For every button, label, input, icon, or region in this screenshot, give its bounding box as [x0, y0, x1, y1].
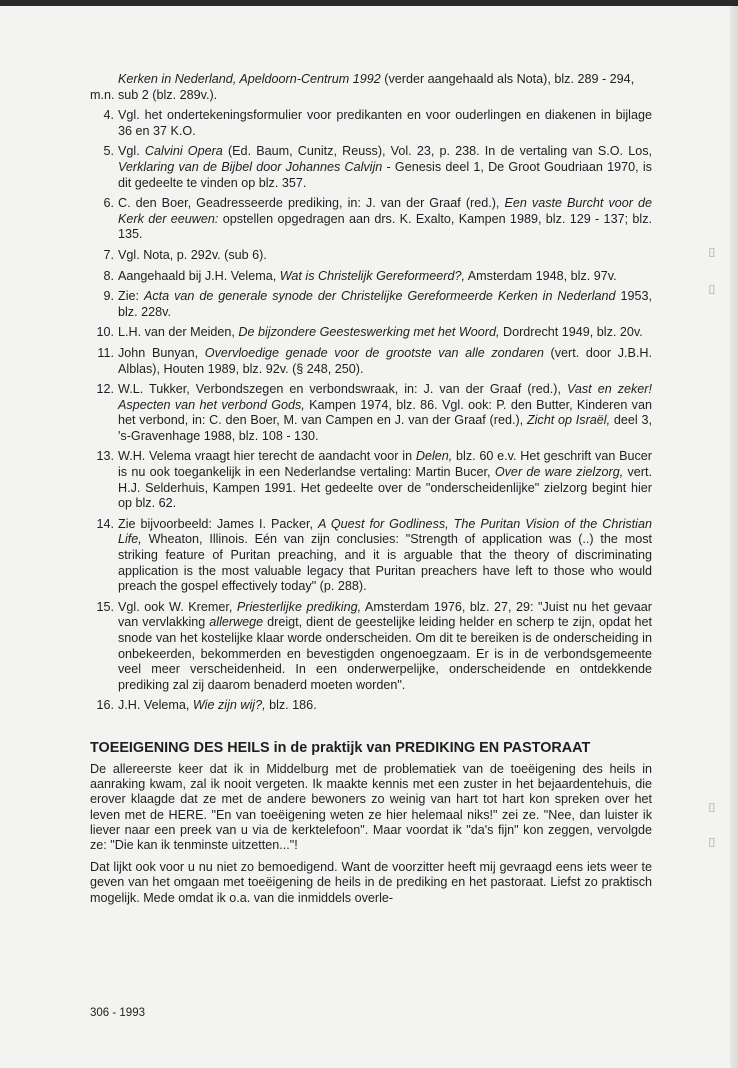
- footnote-number: 13.: [96, 449, 114, 464]
- footnote-text: [118, 269, 652, 285]
- footnote-segment: blz. 60 e.v. Het geschrift van Bucer is nu ook toegankelijk in een Nederlandse vertaling: Martin Bucer,: [118, 449, 652, 480]
- footnote-segment: 1953, blz. 228v.: [118, 289, 653, 319]
- italic-title: allerwege: [209, 615, 264, 630]
- footnote-text: [90, 72, 634, 102]
- footnote-number: 11.: [97, 345, 114, 360]
- italic-title: Wat is Christelijk Gereformeerd?,: [279, 268, 465, 283]
- italic-title: Kerken in Nederland, Apeldoorn-Centrum 1992: [118, 72, 381, 86]
- footnote-segment: (Ed. Baum, Cunitz, Reuss), Vol. 23, p. 238. In de vertaling van S.O. Los,: [222, 144, 652, 159]
- footnote-segment: W.H. Velema vraagt hier terecht de aandacht voor in: [118, 449, 416, 464]
- footnote-segment: vert. H.J. Selderhuis, Kampen 1991. Het gedeelte over de "onderscheidenlijke" zielzorg begint hier op blz. 62.: [118, 465, 652, 511]
- page-footer: 306 - 1993: [90, 1007, 145, 1019]
- footnote-text: [118, 289, 652, 320]
- footnote-segment: dreigt, dient de geestelijke leiding helder en scherp te zijn, opdat het snode van het kostelijke klaar worde onderscheiden. Om dit te bereiken is de onderscheiding in onbekeerden, bekommerden en bevestigden ongenoegzaam. Er is in de verbondsgemeente veel meer verscheidenheid. In een onderwerpelijke, onderscheidende en ontdekkende prediking zal zij daarom benaderd moeten worden".: [118, 615, 652, 692]
- footnote-text: [118, 325, 652, 341]
- italic-title: Overvloedige genade voor de grootste van alle zondaren: [204, 345, 544, 360]
- footnote: [90, 382, 652, 444]
- footnote: [90, 248, 652, 264]
- section-heading: TOEEIGENING DES HEILS in de praktijk van PREDIKING EN PASTORAAT: [90, 739, 591, 756]
- footnote-number: 7.: [103, 247, 114, 262]
- footnote-segment: Amsterdam 1948, blz. 97v.: [464, 268, 617, 283]
- footnote-text: [118, 108, 652, 139]
- italic-title: Verklaring van de Bijbel door Johannes Calvijn: [118, 159, 383, 174]
- footnote-text: [118, 517, 652, 595]
- footnote: [90, 72, 652, 103]
- footnote: [90, 517, 652, 595]
- italic-title: Zicht op Israël,: [526, 413, 611, 428]
- footnote-segment: J.H. Velema,: [118, 698, 193, 713]
- footnote-segment: deel 3, 's-Gravenhage 1988, blz. 108 - 130.: [118, 413, 652, 443]
- footnote-segment: L.H. van der Meiden,: [118, 325, 239, 340]
- footnote-number: 6.: [103, 196, 114, 211]
- footnote-number: 16.: [96, 698, 114, 713]
- footnote-text: [118, 346, 652, 377]
- footnote-segment: Zie:: [118, 289, 144, 304]
- footnote: [90, 600, 652, 694]
- italic-title: De bijzondere Geesteswerking met het Woord,: [238, 325, 500, 340]
- footnote-number: 15.: [96, 599, 114, 614]
- footnote-segment: C. den Boer, Geadresseerde prediking, in: J. van der Graaf (red.),: [118, 196, 505, 211]
- italic-title: Vast en zeker! Aspecten van het verbond Gods,: [118, 382, 652, 412]
- footnote-segment: Aangehaald bij J.H. Velema,: [118, 268, 280, 283]
- italic-title: Over de ware zielzorg,: [494, 465, 624, 480]
- footnote: [90, 698, 652, 714]
- footnote-segment: Zie bijvoorbeeld: James I. Packer,: [118, 516, 318, 531]
- footnote-text: [118, 600, 652, 694]
- footnote-segment: Vgl. ook W. Kremer,: [118, 599, 237, 614]
- footnotes-list: [90, 72, 652, 714]
- footnote-text: [118, 382, 652, 444]
- footnote-segment: Dordrecht 1949, blz. 20v.: [499, 325, 643, 340]
- italic-title: Delen,: [415, 449, 453, 464]
- italic-title: A Quest for Godliness, The Puritan Vision of the Christian Life,: [118, 516, 652, 547]
- italic-title: Calvini Opera: [144, 144, 223, 159]
- scan-right-edge: [730, 6, 738, 1068]
- footnote-text: [118, 698, 652, 714]
- footnote: [90, 196, 652, 243]
- margin-mark: ⌷: [708, 835, 716, 850]
- footnote-text: [118, 248, 652, 264]
- footnote-segment: - Genesis deel 1, De Groot Goudriaan 1970, is dit gedeelte te vinden op blz. 357.: [118, 159, 652, 190]
- footnote-text: [118, 196, 652, 243]
- footnote-segment: Wheaton, Illinois. Eén van zijn conclusies: "Strength of application was (..) the most striking feature of Puritan preaching, and it is arguable that the theory of discriminating application is the most valuable legacy that Puritan preachers have left to those who would preach the gospel effectively today" (p. 288).: [118, 532, 652, 594]
- footnote-segment: John Bunyan,: [118, 345, 205, 360]
- margin-mark: ⌷: [708, 245, 716, 260]
- page-content: [90, 72, 652, 913]
- italic-title: Priesterlijke prediking,: [236, 599, 362, 614]
- margin-mark: ⌷: [708, 282, 716, 297]
- footnote: [90, 346, 652, 377]
- footnote-segment: Vgl. Nota, p. 292v. (sub 6).: [118, 247, 267, 262]
- footnote-text: [118, 449, 652, 511]
- italic-title: Wie zijn wij?,: [192, 698, 266, 713]
- footnote: [90, 325, 652, 341]
- footnote-segment: Kampen 1974, blz. 86. Vgl. ook: P. den Butter, Kinderen van het verbond, in: C. den Boer, M. van Campen en J. van der Graaf (red.),: [118, 397, 652, 428]
- body-paragraph: De allereerste keer dat ik in Middelburg met de problematiek van de toeëigening des heils in aanraking kwam, zal ik nooit vergeten. Ik maakte kennis met een zuster in het bejaardentehuis, die erover klaagde dat ze met de andere bewoners zo weinig van hart tot hart kon spreken over het leven met de HERE. "En van toeëigening weten ze hier helemaal niks!" zei ze. "Nee, dan luister ik liever naar een preek van u via de kerktelefoon". Maar voordat ik "da's fijn" kon zeggen, vervolgde ze: "Die kan ik tenminste uitzetten..."!: [90, 761, 652, 852]
- italic-title: Een vaste Burcht voor de Kerk der eeuwen:: [118, 196, 652, 226]
- footnote-segment: (vert. door J.B.H. Alblas), Houten 1989, blz. 92v. (§ 248, 250).: [118, 345, 652, 376]
- footnote-number: 5.: [103, 144, 114, 159]
- footnote: [90, 269, 652, 285]
- footnote-number: 10.: [96, 325, 114, 340]
- footnote-segment: (verder aangehaald als Nota), blz. 289 - 294, m.n. sub 2 (blz. 289v.).: [90, 72, 635, 102]
- footnote-number: 14.: [96, 516, 114, 531]
- footnote-number: 12.: [96, 382, 114, 397]
- footnote-segment: Amsterdam 1976, blz. 27, 29: "Juist nu het gevaar van vervlakking: [118, 599, 652, 630]
- footnote-segment: opstellen opgedragen aan drs. K. Exalto, Kampen 1989, blz. 129 - 137; blz. 135.: [118, 211, 652, 242]
- footnote-segment: Vgl.: [118, 144, 145, 159]
- footnote-number: 8.: [103, 268, 114, 283]
- scan-top-edge: [0, 0, 738, 6]
- footnote: [90, 289, 652, 320]
- footnote-segment: Vgl. het ondertekeningsformulier voor predikanten en voor ouderlingen en diakenen in bijlage 36 en 37 K.O.: [118, 108, 652, 138]
- footnote-segment: W.L. Tukker, Verbondszegen en verbondswraak, in: J. van der Graaf (red.),: [118, 382, 567, 397]
- footnote-number: 4.: [103, 108, 114, 123]
- margin-mark: ⌷: [708, 800, 716, 815]
- italic-title: Acta van de generale synode der Christelijke Gereformeerde Kerken in Nederland: [143, 289, 616, 304]
- footnote: [90, 108, 652, 139]
- footnote: [90, 144, 652, 191]
- footnote-text: [118, 144, 652, 191]
- footnote-number: 9.: [103, 289, 114, 304]
- footnote-segment: blz. 186.: [265, 698, 317, 713]
- body-paragraph: Dat lijkt ook voor u nu niet zo bemoedigend. Want de voorzitter heeft mij gevraagd eens iets weer te geven van het omgaan met toeëigening de heils in de prediking en het pastoraat. Liefst zo praktisch mogelijk. Mede omdat ik o.a. van die inmiddels overle-: [90, 860, 652, 905]
- footnote: [90, 449, 652, 511]
